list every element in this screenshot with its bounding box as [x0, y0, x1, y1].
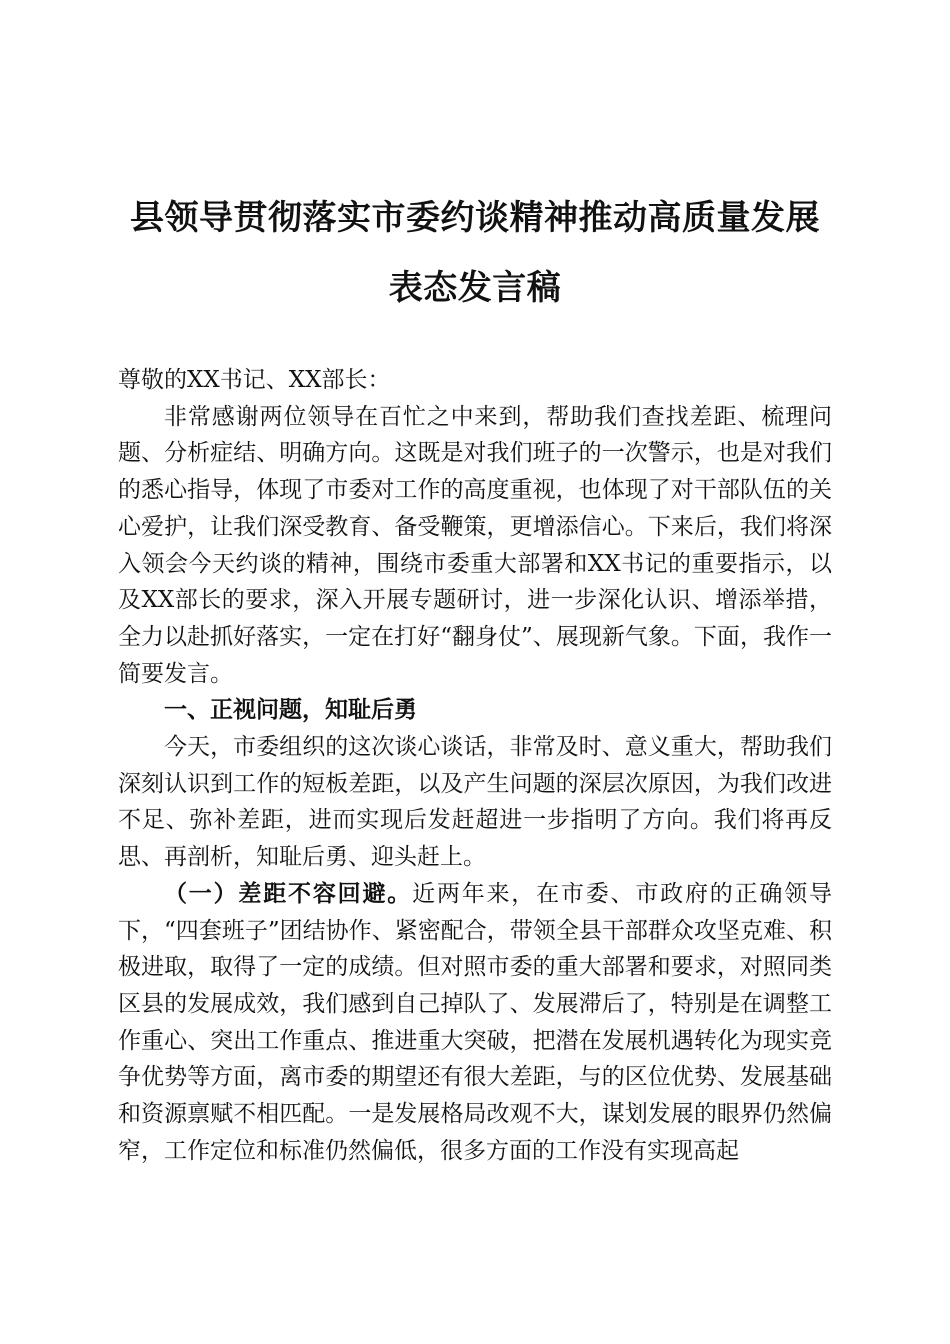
- document-title-line-2: 表态发言稿: [388, 268, 562, 308]
- subsection-heading-1: （一）差距不容回避。: [164, 879, 413, 907]
- paragraph-opening: 非常感谢两位领导在百忙之中来到，帮助我们查找差距、梳理问题、分析症结、明确方向。这既是对我们班子的一次警示，也是对我们的悉心指导，体现了市委对工作的高度重视，也体现了对干部队伍的关心爱护，让我们深受教育、备受鞭策，更增添信心。下来后，我们将深入领会今天约谈的精神，围绕市委重大部署和XX书记的重要指示，以及XX部长的要求，深入开展专题研讨，进一步深化认识、增添举措，全力以赴抓好落实，一定在打好“翻身仗”、展现新气象。下面，我作一简要发言。: [118, 403, 832, 687]
- subsection-1-text: 近两年来，在市委、市政府的正确领导下，“四套班子”团结协作、紧密配合，带领全县干部群众攻坚克难、积极进取，取得了一定的成绩。但对照市委的重大部署和要求，对照同类区县的发展成效，我们感到自己掉队了、发展滞后了，特别是在调整工作重心、突出工作重点、推进重大突破，把潜在发展机遇转化为现实竞争优势等方面，离市委的期望还有很大差距，与的区位优势、发展基础和资源禀赋不相匹配。一是发展格局改观不大，谋划发展的眼界仍然偏窄，工作定位和标准仍然偏低，很多方面的工作没有实现高起: [118, 880, 833, 1164]
- section-heading-1: 一、正视问题，知耻后勇: [164, 697, 417, 724]
- document-body: [118, 362, 832, 1169]
- paragraph-section-1-intro: 今天，市委组织的这次谈心谈话，非常及时、意义重大，帮助我们深刻认识到工作的短板差距，以及产生问题的深层次原因，为我们改进不足、弥补差距，进而实现后发赶超进一步指明了方向。我们将再反思、再剖析，知耻后勇、迎头赶上。: [118, 734, 832, 871]
- document-title-line-1: 县领导贯彻落实市委约谈精神推动高质量发展: [130, 198, 820, 238]
- paragraph-subsection-1: [118, 876, 832, 1170]
- salutation: 尊敬的XX书记、XX部长：: [118, 367, 391, 393]
